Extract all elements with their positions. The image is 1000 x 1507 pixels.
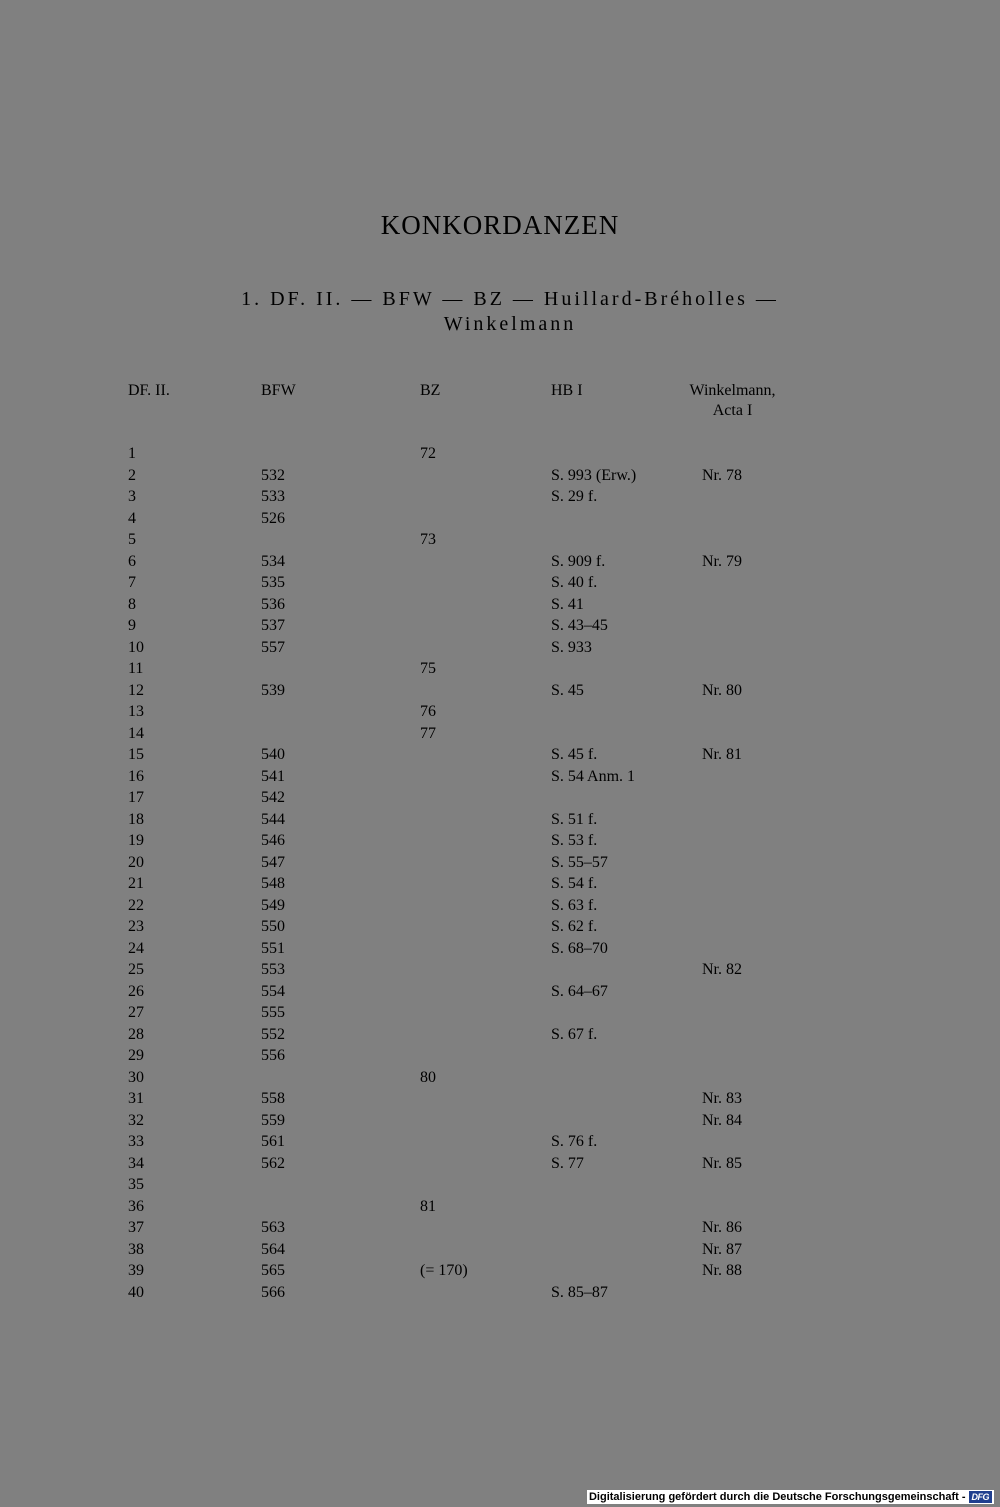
table-row [0,551,1000,573]
table-cell-hb: S. 85–87 [551,1283,608,1301]
table-cell-bfw: 533 [261,488,285,505]
table-cell-win: Nr. 80 [702,681,742,699]
table-cell-win: Nr. 86 [702,1219,742,1236]
table-row [0,1282,1000,1304]
table-cell-bz: 75 [420,660,436,677]
table-row [0,658,1000,680]
table-cell-hb: S. 77 [551,1154,584,1172]
table-row [0,1196,1000,1218]
table-cell-bfw: 540 [261,746,285,763]
column-header-hb: HB I [551,382,583,399]
table-cell-bfw: 561 [261,1133,285,1150]
table-row [0,465,1000,487]
table-cell-bz: 76 [420,703,436,720]
table-cell-df: 6 [128,552,136,570]
table-cell-bfw: 534 [261,552,285,570]
table-row [0,766,1000,788]
table-cell-bz: 77 [420,724,436,742]
table-cell-df: 23 [128,918,144,935]
table-cell-bfw: 535 [261,574,285,591]
table-cell-bfw: 556 [261,1047,285,1064]
column-header-df: DF. II. [128,382,170,399]
table-cell-bfw: 559 [261,1111,285,1129]
section-title-line2: Winkelmann [443,313,577,335]
table-row [0,1174,1000,1196]
table-cell-df: 1 [128,445,136,462]
table-cell-bfw: 558 [261,1090,285,1107]
table-cell-hb: S. 933 [551,638,592,656]
table-cell-hb: S. 40 f. [551,574,598,591]
table-cell-win: Nr. 88 [702,1262,742,1279]
table-cell-win: Nr. 87 [702,1240,742,1258]
table-row [0,701,1000,723]
table-row [0,1045,1000,1067]
table-cell-df: 24 [128,939,144,957]
table-cell-df: 34 [128,1154,144,1172]
table-cell-bz: 72 [420,445,436,462]
table-row [0,981,1000,1003]
table-cell-hb: S. 63 f. [551,896,598,914]
table-cell-bfw: 549 [261,896,285,914]
table-cell-df: 26 [128,982,144,1000]
table-cell-bz: 81 [420,1197,436,1215]
table-cell-df: 7 [128,574,136,591]
table-cell-bfw: 547 [261,853,285,871]
footer-text: Digitalisierung gefördert durch die Deutsche Forschungsgemeinschaft - [588,1491,966,1503]
table-cell-bfw: 563 [261,1219,285,1236]
table-cell-df: 31 [128,1090,144,1107]
table-row [0,443,1000,465]
table-cell-df: 21 [128,875,144,892]
table-row [0,615,1000,637]
column-header-bz: BZ [420,382,441,399]
table-cell-win: Nr. 85 [702,1154,742,1172]
table-cell-bz: 80 [420,1068,436,1086]
table-cell-win: Nr. 82 [702,961,742,978]
column-header-winkelmann-line1: Winkelmann, [689,382,776,399]
table-cell-df: 25 [128,961,144,978]
table-cell-bz: 73 [420,531,436,548]
table-cell-df: 9 [128,617,136,634]
table-cell-bfw: 542 [261,789,285,806]
table-cell-df: 3 [128,488,136,505]
table-cell-df: 8 [128,595,136,613]
table-cell-bfw: 526 [261,509,285,527]
table-row [0,508,1000,530]
table-cell-df: 35 [128,1176,144,1193]
section-title [150,287,870,337]
table-cell-hb: S. 29 f. [551,488,598,505]
table-cell-bfw: 565 [261,1262,285,1279]
table-cell-bfw: 544 [261,810,285,828]
page-title: KONKORDANZEN [380,210,620,240]
table-cell-hb: S. 67 f. [551,1025,598,1043]
table-row [0,486,1000,508]
table-cell-bfw: 541 [261,767,285,785]
table-row [0,1217,1000,1239]
table-row [0,1088,1000,1110]
table-row [0,572,1000,594]
column-header-winkelmann [680,381,785,421]
table-row [0,723,1000,745]
table-row [0,1067,1000,1089]
table-row [0,594,1000,616]
table-row [0,680,1000,702]
table-row [0,916,1000,938]
table-cell-df: 5 [128,531,136,548]
table-cell-hb: S. 45 [551,681,584,699]
table-cell-df: 28 [128,1025,144,1043]
table-cell-df: 30 [128,1068,144,1086]
table-cell-hb: S. 76 f. [551,1133,598,1150]
table-cell-hb: S. 54 Anm. 1 [551,767,636,785]
table-cell-df: 36 [128,1197,144,1215]
table-row [0,1260,1000,1282]
table-row [0,1110,1000,1132]
table-cell-df: 39 [128,1262,144,1279]
table-row [0,1024,1000,1046]
table-row [0,1131,1000,1153]
table-cell-hb: S. 64–67 [551,982,608,1000]
table-cell-df: 18 [128,810,144,828]
table-cell-bfw: 566 [261,1283,285,1301]
table-cell-df: 20 [128,853,144,871]
table-cell-df: 2 [128,466,136,484]
table-cell-hb: S. 55–57 [551,853,608,871]
table-cell-hb: S. 993 (Erw.) [551,466,637,484]
table-cell-bfw: 550 [261,918,285,935]
table-cell-bfw: 536 [261,595,285,613]
table-cell-df: 4 [128,509,136,527]
dfg-logo-icon: DFG [969,1491,993,1503]
table-cell-bfw: 551 [261,939,285,957]
column-header-winkelmann-line2: Acta I [712,402,753,419]
section-title-line1: 1. DF. II. — BFW — BZ — Huillard-Bréholles — [241,288,779,310]
table-cell-win: Nr. 78 [702,466,742,484]
table-cell-bfw: 562 [261,1154,285,1172]
table-cell-bfw: 546 [261,832,285,849]
table-cell-df: 22 [128,896,144,914]
table-cell-hb: S. 43–45 [551,617,608,634]
table-cell-df: 33 [128,1133,144,1150]
table-cell-hb: S. 62 f. [551,918,598,935]
table-cell-win: Nr. 84 [702,1111,742,1129]
table-cell-df: 11 [128,660,144,677]
table-cell-bfw: 537 [261,617,285,634]
footer [587,1490,994,1504]
table-cell-bfw: 557 [261,638,285,656]
table-cell-bfw: 539 [261,681,285,699]
table-row [0,1002,1000,1024]
table-row [0,873,1000,895]
table-cell-hb: S. 909 f. [551,552,606,570]
table-cell-hb: S. 45 f. [551,746,598,763]
table-cell-df: 12 [128,681,144,699]
table-row [0,959,1000,981]
table-cell-hb: S. 51 f. [551,810,598,828]
table-cell-hb: S. 41 [551,595,584,613]
table-row [0,938,1000,960]
table-row [0,1153,1000,1175]
table-cell-bz: (= 170) [420,1262,468,1279]
table-cell-win: Nr. 79 [702,552,742,570]
table-row [0,787,1000,809]
table-cell-bfw: 548 [261,875,285,892]
table-cell-bfw: 552 [261,1025,285,1043]
table-row [0,744,1000,766]
table-cell-bfw: 555 [261,1004,285,1021]
table-row [0,1239,1000,1261]
table-cell-df: 38 [128,1240,144,1258]
table-cell-win: Nr. 83 [702,1090,742,1107]
table-cell-hb: S. 53 f. [551,832,598,849]
table-cell-df: 40 [128,1283,144,1301]
table-cell-df: 37 [128,1219,144,1236]
table-cell-df: 14 [128,724,144,742]
table-row [0,895,1000,917]
table-cell-hb: S. 54 f. [551,875,598,892]
column-header-bfw: BFW [261,382,296,399]
table-cell-df: 15 [128,746,144,763]
concordance-table [0,443,1000,1303]
table-cell-bfw: 554 [261,982,285,1000]
table-cell-bfw: 564 [261,1240,285,1258]
table-cell-df: 32 [128,1111,144,1129]
table-cell-bfw: 532 [261,466,285,484]
table-cell-hb: S. 68–70 [551,939,608,957]
table-row [0,852,1000,874]
table-row [0,529,1000,551]
table-cell-df: 17 [128,789,144,806]
table-cell-win: Nr. 81 [702,746,742,763]
table-cell-df: 13 [128,703,144,720]
table-cell-df: 27 [128,1004,144,1021]
table-cell-df: 10 [128,638,144,656]
table-cell-df: 19 [128,832,144,849]
table-row [0,830,1000,852]
table-row [0,809,1000,831]
table-cell-bfw: 553 [261,961,285,978]
table-cell-df: 16 [128,767,144,785]
table-row [0,637,1000,659]
table-cell-df: 29 [128,1047,144,1064]
